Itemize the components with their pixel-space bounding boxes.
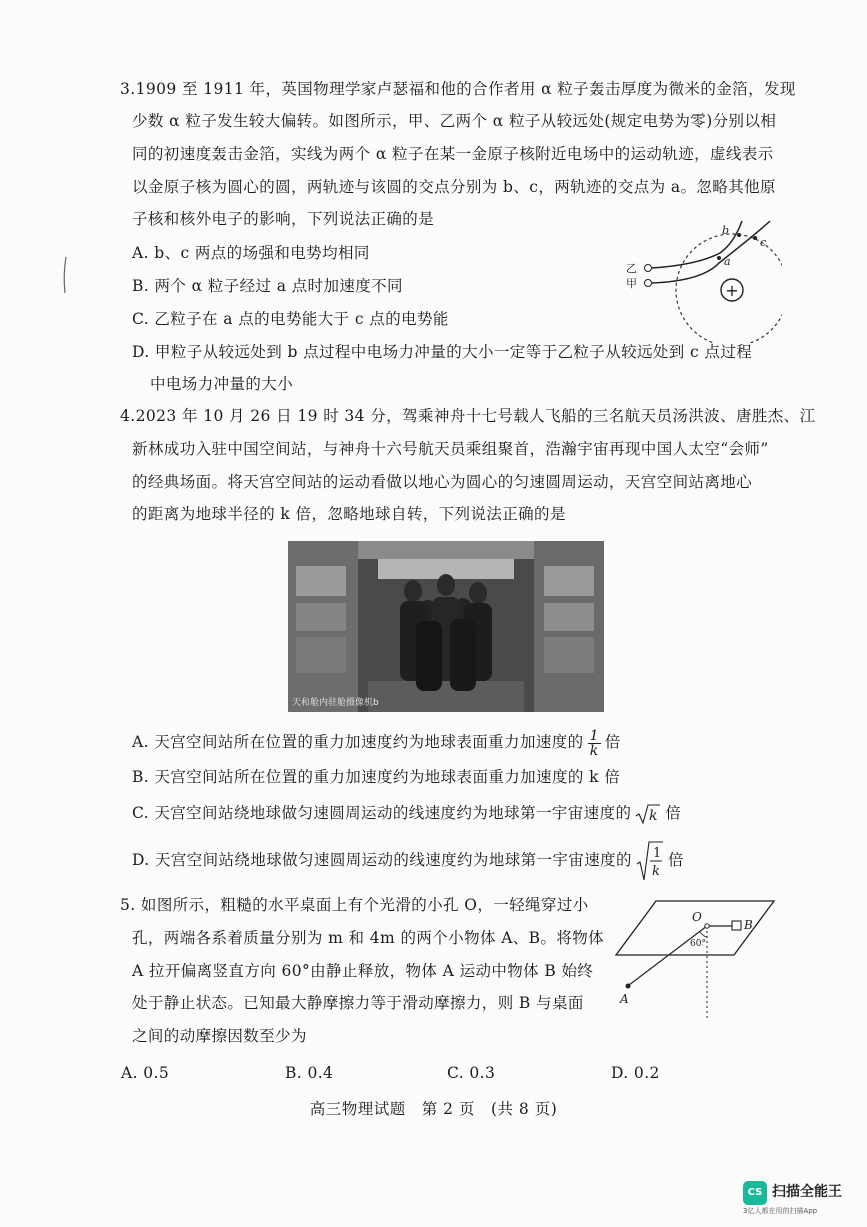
point-c <box>753 236 757 240</box>
photo-caption: 天和舱内驻舱摄像机b <box>292 698 379 708</box>
point-a <box>717 256 721 260</box>
q4-option-a-suffix: 倍 <box>604 733 621 751</box>
camscanner-logo-icon: CS <box>743 1181 767 1205</box>
particle-jia <box>645 280 652 287</box>
q5-option-b: B. 0.4 <box>285 1064 334 1082</box>
q3-line-2: 少数 α 粒子发生较大偏转。如图所示，甲、乙两个 α 粒子从较远处(规定电势为零)分别以相 <box>132 112 777 130</box>
q5-line-1: 5. 如图所示，粗糙的水平桌面上有个光滑的小孔 O，一轻绳穿过小 <box>120 896 589 914</box>
q4-option-c-suffix: 倍 <box>665 804 682 822</box>
angle-arc <box>700 932 707 937</box>
q4-line-2: 新林成功入驻中国空间站，与神舟十六号航天员乘组聚首，浩瀚宇宙再现中国人太空“会师” <box>132 440 769 458</box>
q5-line-4: 处于静止状态。已知最大静摩擦力等于滑动摩擦力，则 B 与桌面 <box>132 994 584 1012</box>
q3-option-c: C. 乙粒子在 a 点的电势能大于 c 点的电势能 <box>132 310 449 328</box>
scanner-watermark <box>743 1179 853 1215</box>
q3-line-4: 以金原子核为圆心的圆，两轨迹与该圆的交点分别为 b、c，两轨迹的交点为 a。忽略其他原 <box>132 178 776 196</box>
q4-option-c-text: C. 天宫空间站绕地球做匀速圆周运动的线速度约为地球第一宇宙速度的 <box>132 804 632 822</box>
q4-option-a <box>132 724 621 760</box>
q5-option-a: A. 0.5 <box>121 1064 170 1082</box>
label-a: A <box>620 992 629 1006</box>
sqrt-k <box>635 803 661 825</box>
label-angle: 60° <box>690 939 706 949</box>
q4-line-3: 的经典场面。将天宫空间站的运动看做以地心为圆心的匀速圆周运动，天宫空间站离地心 <box>132 473 753 491</box>
q3-option-d: D. 甲粒子从较远处到 b 点过程中电场力冲量的大小一定等于乙粒子从较远处到 c 点过程 <box>132 343 753 361</box>
block-a <box>626 984 631 989</box>
label-yi: 乙 <box>626 262 637 275</box>
q5-line-5: 之间的动摩擦因数至少为 <box>132 1027 307 1045</box>
page-footer: 高三物理试题 第 2 页 (共 8 页) <box>309 1100 558 1118</box>
q4-option-c <box>132 797 681 829</box>
photo-scene <box>288 541 604 712</box>
q5-option-c: C. 0.3 <box>447 1064 496 1082</box>
space-station-photo <box>288 541 604 712</box>
nucleus-sign: + <box>725 281 739 300</box>
q3-line-3: 同的初速度轰击金箔，实线为两个 α 粒子在某一金原子核附近电场中的运动轨迹，虚线表示 <box>132 145 774 163</box>
q3-trajectory-figure <box>622 213 782 343</box>
q3-line-1: 3.1909 至 1911 年，英国物理学家卢瑟福和他的合作者用 α 粒子轰击厚度为微米的金箔，发现 <box>120 80 796 98</box>
particle-yi <box>645 265 652 272</box>
q4-option-a-text: A. 天宫空间站所在位置的重力加速度约为地球表面重力加速度的 <box>132 733 584 751</box>
q5-option-d: D. 0.2 <box>611 1064 660 1082</box>
watermark-app-name: 扫描全能王 <box>772 1184 842 1200</box>
q4-line-1: 4.2023 年 10 月 26 日 19 时 34 分，驾乘神舟十七号载人飞船的三名航天员汤洪波、唐胜杰、江 <box>120 407 816 425</box>
label-jia: 甲 <box>626 277 637 290</box>
watermark-slogan: 3亿人都在用的扫描App <box>743 1207 818 1215</box>
label-b: b <box>722 224 730 237</box>
sqrt-radicand: k <box>649 808 659 824</box>
q4-option-d-suffix: 倍 <box>667 851 684 869</box>
q5-line-3: A 拉开偏离竖直方向 60°由静止释放，物体 A 运动中物体 B 始终 <box>132 962 594 980</box>
hole-o <box>705 924 709 928</box>
q3-option-b: B. 两个 α 粒子经过 a 点时加速度不同 <box>132 277 403 295</box>
q4-option-d-text: D. 天宫空间站绕地球做匀速圆周运动的线速度约为地球第一宇宙速度的 <box>132 851 632 869</box>
fraction-denominator: k <box>589 742 599 759</box>
point-b <box>737 233 741 237</box>
q3-option-d-cont: 中电场力冲量的大小 <box>150 375 294 393</box>
sqrt-fraction-numerator: 1 <box>652 846 662 861</box>
label-a: a <box>724 255 731 268</box>
sqrt-fraction-denominator: k <box>651 864 661 879</box>
q3-line-5: 子核和核外电子的影响，下列说法正确的是 <box>132 210 435 228</box>
label-c: c <box>760 236 767 249</box>
trajectory-jia <box>652 221 770 283</box>
q4-option-b: B. 天宫空间站所在位置的重力加速度约为地球表面重力加速度的 k 倍 <box>132 768 621 786</box>
q4-option-d <box>132 838 684 882</box>
q5-line-2: 孔，两端各系着质量分别为 m 和 4m 的两个小物体 A、B。将物体 <box>132 929 605 947</box>
sqrt-1-over-k <box>636 840 664 882</box>
q5-table-figure <box>612 893 778 1023</box>
fraction-1-over-k <box>588 729 601 758</box>
q4-line-4: 的距离为地球半径的 k 倍，忽略地球自转，下列说法正确的是 <box>132 505 566 523</box>
label-b: B <box>744 918 753 932</box>
block-b <box>732 921 741 930</box>
margin-pencil-mark <box>62 255 68 295</box>
q3-option-a: A. b、c 两点的场强和电势均相同 <box>132 244 370 262</box>
label-o: O <box>692 910 702 924</box>
fraction-numerator: 1 <box>589 727 599 744</box>
